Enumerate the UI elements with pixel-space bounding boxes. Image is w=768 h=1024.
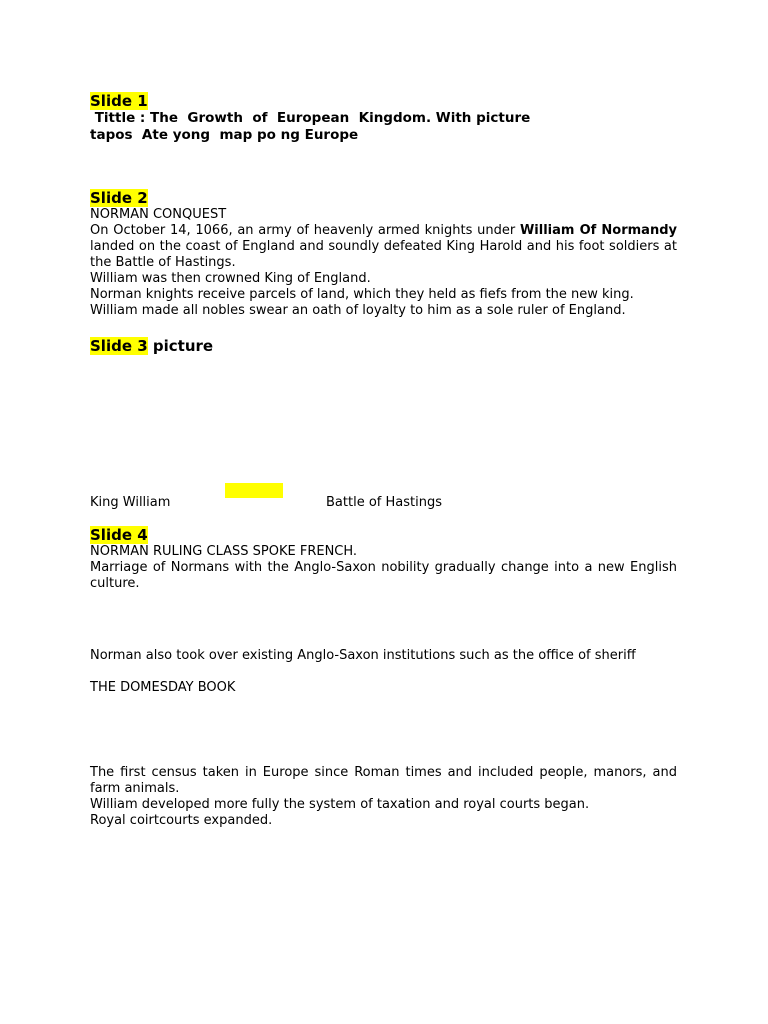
slide-2-paragraph: On October 14, 1066, an army of heavenly armed knights under William Of Normandy landed on the coast of England and soundly defeated King Harold and his foot soldiers at the Battle of Hastings. — [90, 223, 677, 270]
slide-2-label: Slide 2 — [90, 189, 148, 207]
slide-4-section — [90, 526, 677, 592]
slide-2-line-4: William made all nobles swear an oath of loyalty to him as a sole ruler of England. — [90, 303, 626, 318]
slide-4-label: Slide 4 — [90, 526, 148, 544]
census-paragraph: The first census taken in Europe since Roman times and included people, manors, and farm animals. — [90, 765, 677, 796]
caption-battle-of-hastings: Battle of Hastings — [326, 495, 442, 510]
slide-3-label: Slide 3 — [90, 337, 148, 355]
domesday-book-heading: THE DOMESDAY BOOK — [90, 680, 236, 695]
yellow-highlight-box — [225, 483, 283, 498]
slide-1-title-line-2: tapos Ate yong map po ng Europe — [90, 127, 359, 143]
slide-1-title-line-1: Tittle : The Growth of European Kingdom. With picture — [90, 110, 531, 126]
slide-4-sheriff-paragraph: Norman also took over existing Anglo-Saxon institutions such as the office of sheriff — [90, 648, 636, 663]
caption-king-william: King William — [90, 495, 171, 510]
slide-4-heading: NORMAN RULING CLASS SPOKE FRENCH. — [90, 544, 358, 559]
william-of-normandy-bold: William Of Normandy — [519, 223, 677, 238]
slide-3-section — [90, 337, 677, 355]
taxation-line: William developed more fully the system of taxation and royal courts began. — [90, 797, 590, 812]
slide-2-line-3: Norman knights receive parcels of land, which they held as fiefs from the new king. — [90, 287, 634, 302]
royal-courts-line: Royal coirtcourts expanded. — [90, 813, 273, 828]
slide-3-suffix: picture — [147, 337, 214, 355]
slide-4-paragraph-1: Marriage of Normans with the Anglo-Saxon nobility gradually change into a new English culture. — [90, 560, 677, 591]
slide-1-label: Slide 1 — [90, 92, 148, 110]
slide-2-heading: NORMAN CONQUEST — [90, 207, 227, 222]
slide-1-section — [90, 92, 677, 144]
slide-2-section — [90, 189, 677, 319]
slide-4-census-section — [90, 765, 677, 829]
slide-2-line-2: William was then crowned King of England. — [90, 271, 371, 286]
